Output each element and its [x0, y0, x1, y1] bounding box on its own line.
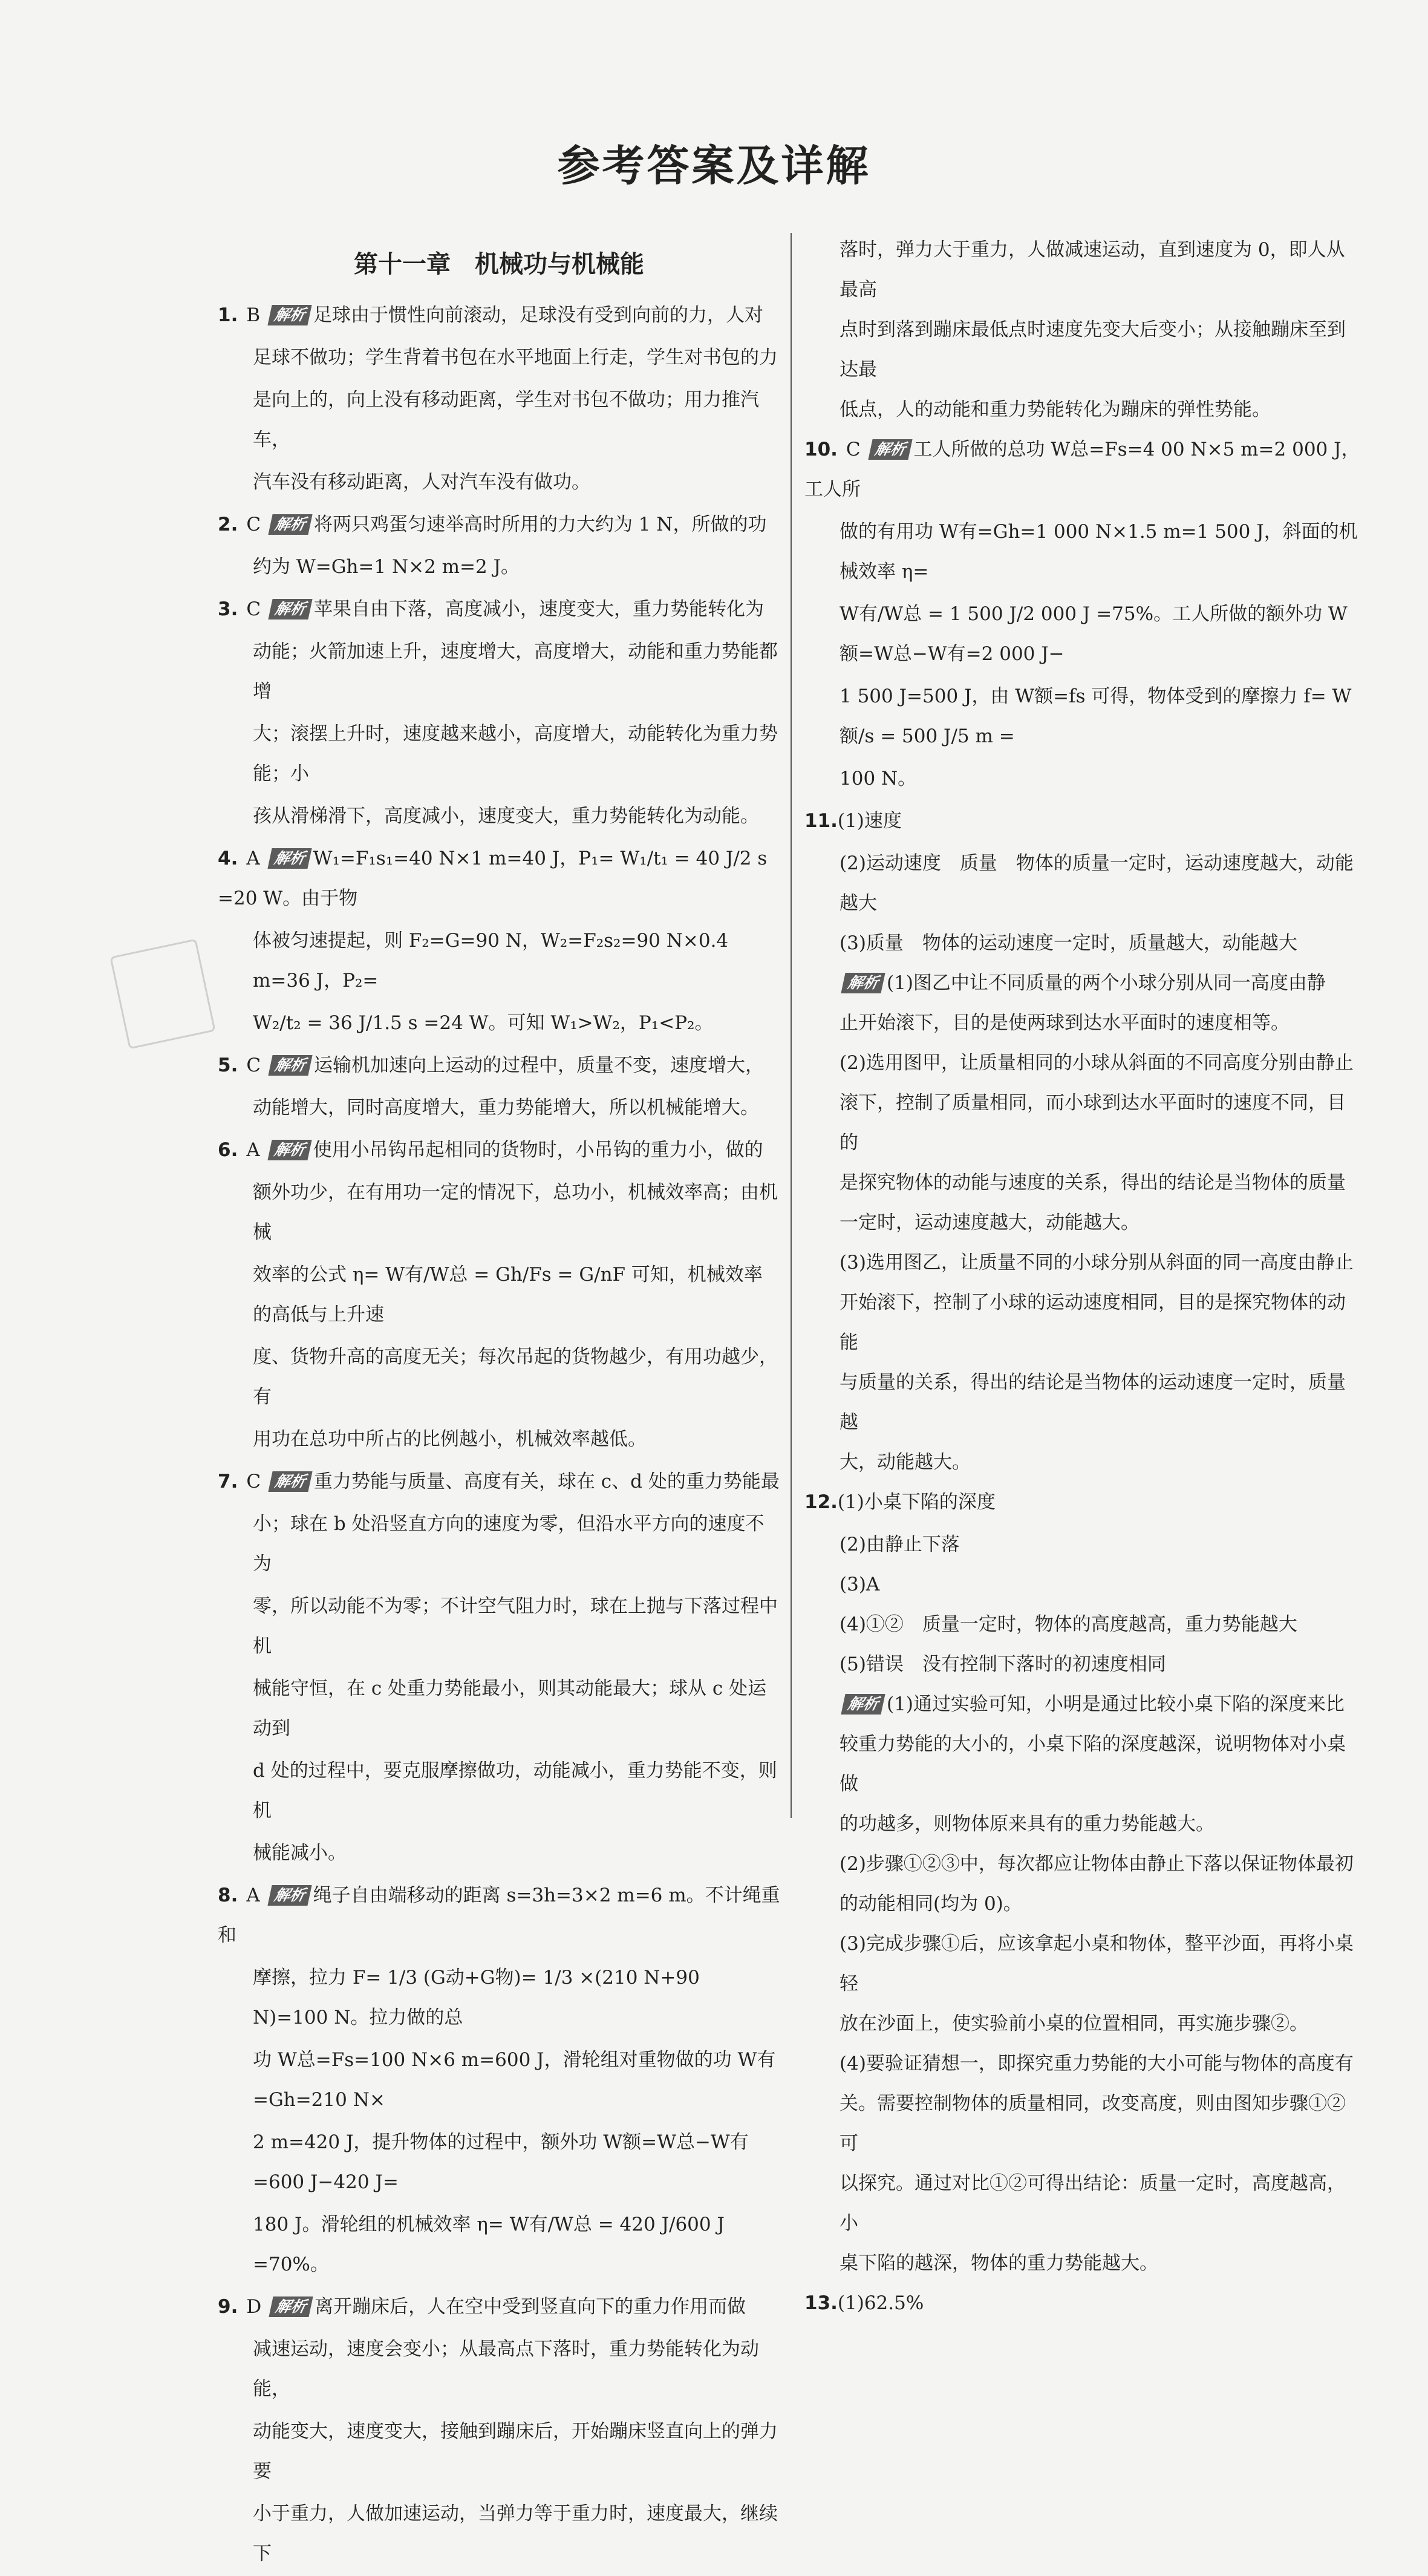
- answer-text: 2 m=420 J，提升物体的过程中，额外功 W额=W总−W有=600 J−420 J=: [253, 2131, 749, 2193]
- item-number: 4.: [218, 848, 238, 869]
- item-number: 11.: [804, 810, 838, 832]
- item-number: 3.: [218, 598, 238, 620]
- analysis-text: 是探究物体的动能与速度的关系，得出的结论是当物体的质量: [840, 1172, 1346, 1194]
- analysis-line: [804, 1362, 1361, 1442]
- answer-text: 大；滚摆上升时，速度越来越小，高度增大，动能转化为重力势能；小: [253, 723, 778, 785]
- answer-first-line: [218, 1462, 780, 1502]
- answer-choice: A: [246, 848, 266, 869]
- answer-line: [218, 2329, 780, 2409]
- answer-line: [218, 632, 780, 711]
- analysis-tag: 解析: [841, 973, 885, 993]
- answer-text: 动能变大，速度变大，接触到蹦床后，开始蹦床竖直向上的弹力要: [253, 2421, 778, 2482]
- answer-item-13: [804, 2283, 1361, 2323]
- sub-answer-line: (2)运动速度 质量 物体的质量一定时，运动速度越大，动能: [840, 852, 1354, 874]
- answer-line: [804, 512, 1361, 592]
- analysis-line: [804, 1163, 1361, 1203]
- analysis-text: 止开始滚下，目的是使两球到达水平面时的速度相等。: [840, 1012, 1289, 1034]
- item-number: 12.: [804, 1491, 838, 1513]
- answer-line: 点时到落到蹦床最低点时速度先变大后变小；从接触蹦床至到达最: [840, 319, 1346, 381]
- answer-line: [218, 1586, 780, 1666]
- item-9-continued: [804, 230, 1361, 430]
- analysis-tag: 解析: [268, 1471, 312, 1492]
- answer-text: 度、货物升高的高度无关；每次吊起的货物越少，有用功越少，有: [253, 1346, 778, 1408]
- answer-text: 动能增大，同时高度增大，重力势能增大，所以机械能增大。: [253, 1097, 759, 1119]
- analysis-text: 的动能相同(均为 0)。: [840, 1893, 1022, 1915]
- answer-text: 足球不做功；学生背着书包在水平地面上行走，学生对书包的力: [253, 347, 778, 368]
- analysis-line: [804, 1844, 1361, 1884]
- answer-line: 落时，弹力大于重力，人做减速运动，直到速度为 0，即人从最高: [840, 239, 1345, 301]
- answer-text: 用功在总功中所占的比例越小，机械效率越低。: [253, 1428, 647, 1450]
- analysis-text: 放在沙面上，使实验前小桌的位置相同，再实施步骤②。: [840, 2013, 1308, 2035]
- analysis-line: [804, 1003, 1361, 1043]
- answer-text: 械能守恒，在 c 处重力势能最小，则其动能最大；球从 c 处运动到: [253, 1678, 767, 1739]
- analysis-line: [804, 1924, 1361, 2004]
- answer-line: [218, 1669, 780, 1748]
- answer-line: 低点，人的动能和重力势能转化为蹦床的弹性势能。: [840, 399, 1271, 420]
- answer-line: [218, 1751, 780, 1831]
- analysis-line: [804, 2243, 1361, 2283]
- analysis-text: 一定时，运动速度越大，动能越大。: [840, 1212, 1139, 1234]
- answer-first-line: [804, 430, 1361, 509]
- answer-item-2: [218, 505, 780, 587]
- analysis-text: 的功越多，则物体原来具有的重力势能越大。: [840, 1813, 1214, 1835]
- item-number: 9.: [218, 2296, 238, 2318]
- answer-text: 额外功少，在有用功一定的情况下，总功小，机械效率高；由机械: [253, 1182, 778, 1243]
- analysis-line: [804, 1684, 1361, 1724]
- answer-item-5: [218, 1045, 780, 1128]
- answer-first-line: [218, 295, 780, 335]
- analysis-text: 关。需要控制物体的质量相同，改变高度，则由图知步骤①②可: [840, 2093, 1346, 2154]
- answer-item-8: [218, 1875, 780, 2284]
- sub-answer-line: (3)A: [840, 1574, 880, 1595]
- analysis-text: 与质量的关系，得出的结论是当物体的运动速度一定时，质量越: [840, 1371, 1346, 1433]
- answer-text: 做的有用功 W有=Gh=1 000 N×1.5 m=1 500 J，斜面的机械效率 η=: [840, 521, 1358, 583]
- answer-text: 180 J。滑轮组的机械效率 η= W有/W总 = 420 J/600 J =70%。: [253, 2214, 725, 2275]
- item-number: 2.: [218, 514, 238, 535]
- analysis-text: (2)步骤①②③中，每次都应让物体由静止下落以保证物体最初: [840, 1853, 1354, 1875]
- analysis-line: [804, 1243, 1361, 1283]
- answer-text: 运输机加速向上运动的过程中，质量不变，速度增大，: [313, 1054, 764, 1076]
- answer-line: [218, 2205, 780, 2284]
- analysis-text: 以探究。通过对比①②可得出结论：质量一定时，高度越高，小: [840, 2172, 1346, 2234]
- analysis-tag: 解析: [841, 1694, 885, 1715]
- answer-line: [218, 1003, 780, 1043]
- answer-text: 使用小吊钩吊起相同的货物时，小吊钩的重力小，做的: [313, 1139, 763, 1161]
- answer-line: [218, 338, 780, 378]
- right-column: [804, 230, 1361, 2326]
- answer-text: 小于重力，人做加速运动，当弹力等于重力时，速度最大，继续下: [253, 2503, 778, 2565]
- column-divider: [791, 233, 792, 1818]
- sub-answer-line: (3)质量 物体的运动速度一定时，质量越大，动能越大: [840, 932, 1297, 954]
- answer-text: 小；球在 b 处沿竖直方向的速度为零，但沿水平方向的速度不为: [253, 1513, 765, 1575]
- answer-line: [218, 2494, 780, 2574]
- answer-choice: C: [246, 514, 267, 535]
- answer-text: 绳子自由端移动的距离 s=3h=3×2 m=6 m。不计绳重和: [218, 1885, 780, 1946]
- answer-first-line: [218, 1875, 780, 1955]
- analysis-line: [804, 963, 1361, 1003]
- answer-line: [218, 1088, 780, 1128]
- answer-first-line: [218, 1130, 780, 1170]
- answer-text: (1)小桌下陷的深度: [837, 1491, 996, 1513]
- item-number: 13.: [804, 2292, 838, 2314]
- item-number: 7.: [218, 1471, 238, 1492]
- left-column: [218, 245, 780, 2576]
- answer-text: 足球由于惯性向前滚动，足球没有受到向前的力，人对: [313, 304, 764, 326]
- answer-choice: D: [246, 2296, 268, 2318]
- answer-line: [218, 380, 780, 460]
- answer-line: [218, 1337, 780, 1417]
- answer-first-line: [218, 1045, 780, 1085]
- answer-text: 苹果自由下落，高度减小，速度变大，重力势能转化为: [313, 598, 764, 620]
- answer-item-6: [218, 1130, 780, 1459]
- answer-text: 工人所做的总功 W总=Fs=4 00 N×5 m=2 000 J，工人所: [804, 439, 1360, 500]
- answer-text: d 处的过程中，要克服摩擦做功，动能减小，重力势能不变，则机: [253, 1760, 777, 1822]
- answer-item-12: [804, 1482, 1361, 2283]
- answer-choice: C: [846, 439, 867, 460]
- answer-item-9: [218, 2287, 780, 2574]
- answer-line: [218, 2122, 780, 2202]
- answer-line: [218, 1833, 780, 1873]
- answer-first-line: [218, 2287, 780, 2327]
- analysis-text: 开始滚下，控制了小球的运动速度相同，目的是探究物体的动能: [840, 1292, 1346, 1353]
- answer-choice: C: [246, 598, 267, 620]
- chapter-title: 第十一章 机械功与机械能: [354, 250, 644, 278]
- analysis-tag: 解析: [269, 2296, 313, 2317]
- answer-line: [218, 1419, 780, 1459]
- analysis-line: [804, 1442, 1361, 1482]
- analysis-line: [804, 2044, 1361, 2084]
- analysis-line: [804, 1283, 1361, 1362]
- answer-text: 将两只鸡蛋匀速举高时所用的力大约为 1 N，所做的功: [313, 514, 767, 535]
- answer-text: 减速运动，速度会变小；从最高点下落时，重力势能转化为动能，: [253, 2338, 759, 2400]
- answer-text: 约为 W=Gh=1 N×2 m=2 J。: [253, 556, 520, 578]
- answer-text: 离开蹦床后，人在空中受到竖直向下的重力作用而做: [315, 2296, 746, 2318]
- answer-text: (1)62.5%: [837, 2292, 924, 2314]
- answer-line: [218, 547, 780, 587]
- answer-text: 体被匀速提起，则 F₂=G=90 N，W₂=F₂s₂=90 N×0.4 m=36 J，P₂=: [253, 930, 729, 992]
- item-number: 8.: [218, 1885, 238, 1906]
- analysis-text: (4)要验证猜想一，即探究重力势能的大小可能与物体的高度有: [840, 2053, 1354, 2074]
- item-number: 1.: [218, 304, 238, 326]
- analysis-text: (1)图乙中让不同质量的两个小球分别从同一高度由静: [887, 972, 1326, 994]
- answer-line: [218, 714, 780, 794]
- answer-first-line: [218, 839, 780, 918]
- answer-line: [804, 759, 1361, 799]
- analysis-line: [804, 2163, 1361, 2243]
- analysis-line: [804, 2004, 1361, 2044]
- answer-text: 孩从滑梯滑下，高度减小，速度变大，重力势能转化为动能。: [253, 805, 759, 827]
- analysis-line: [804, 2084, 1361, 2163]
- answer-text: (1)速度: [837, 810, 902, 832]
- analysis-tag: 解析: [267, 1885, 311, 1906]
- sub-answer-line: (2)由静止下落: [840, 1534, 960, 1555]
- analysis-text: 较重力势能的大小的，小桌下陷的深度越深，说明物体对小桌做: [840, 1733, 1346, 1795]
- answer-choice: C: [246, 1471, 267, 1492]
- answer-line: [218, 2040, 780, 2120]
- answer-choice: A: [246, 1885, 266, 1906]
- answer-line: [218, 921, 780, 1001]
- answer-text: W₁=F₁s₁=40 N×1 m=40 J，P₁= W₁/t₁ = 40 J/2 s =20 W。由于物: [218, 848, 768, 909]
- sub-answer-line: (5)错误 没有控制下落时的初速度相同: [840, 1653, 1166, 1675]
- answer-text: W₂/t₂ = 36 J/1.5 s =24 W。可知 W₁>W₂，P₁<P₂。: [253, 1012, 714, 1034]
- analysis-tag: 解析: [268, 514, 312, 535]
- answer-line: [218, 796, 780, 836]
- analysis-text: 大，动能越大。: [840, 1451, 971, 1473]
- answer-text: 100 N。: [840, 768, 917, 789]
- answer-item-3: [218, 589, 780, 836]
- answer-text: 重力势能与质量、高度有关，球在 c、d 处的重力势能最: [313, 1471, 780, 1492]
- analysis-tag: 解析: [267, 848, 311, 869]
- sub-answer-line: (4)①② 质量一定时，物体的高度越高，重力势能越大: [840, 1613, 1297, 1635]
- analysis-tag: 解析: [267, 305, 311, 325]
- analysis-line: [804, 1804, 1361, 1844]
- answer-item-4: [218, 839, 780, 1043]
- answer-choice: B: [246, 304, 266, 326]
- analysis-line: [804, 1724, 1361, 1804]
- analysis-line: [804, 1083, 1361, 1163]
- answer-choice: A: [246, 1139, 266, 1161]
- answer-text: W有/W总 = 1 500 J/2 000 J =75%。工人所做的额外功 W额=W总−W有=2 000 J−: [840, 603, 1348, 665]
- analysis-tag: 解析: [268, 599, 312, 619]
- analysis-text: 桌下陷的越深，物体的重力势能越大。: [840, 2252, 1158, 2274]
- answer-line: [804, 676, 1361, 756]
- answer-text: 效率的公式 η= W有/W总 = Gh/Fs = G/nF 可知，机械效率的高低与上升速: [253, 1264, 763, 1326]
- answer-item-7: [218, 1462, 780, 1873]
- answer-first-line: [804, 801, 1361, 841]
- answer-line: [804, 594, 1361, 674]
- answer-line: [218, 1958, 780, 2038]
- answer-item-1: [218, 295, 780, 502]
- answer-choice: C: [246, 1054, 267, 1076]
- answer-line: [218, 1255, 780, 1335]
- answer-text: 1 500 J=500 J，由 W额=fs 可得，物体受到的摩擦力 f= W额/s = 500 J/5 m =: [840, 685, 1352, 747]
- answer-text: 是向上的，向上没有移动距离，学生对书包不做功；用力推汽车，: [253, 389, 759, 451]
- answer-text: 零，所以动能不为零；不计空气阻力时，球在上抛与下落过程中机: [253, 1595, 778, 1657]
- answer-line: [218, 1172, 780, 1252]
- answer-item-10: [804, 430, 1361, 799]
- sub-answer-line: 越大: [840, 892, 877, 914]
- answer-first-line: [218, 589, 780, 629]
- analysis-tag: 解析: [868, 439, 912, 460]
- analysis-tag: 解析: [267, 1140, 311, 1160]
- analysis-text: (2)选用图甲，让质量相同的小球从斜面的不同高度分别由静止: [840, 1052, 1354, 1074]
- analysis-line: [804, 1043, 1361, 1083]
- left-answer-list: [218, 295, 780, 2574]
- item-number: 5.: [218, 1054, 238, 1076]
- answer-text: 摩擦，拉力 F= 1/3 (G动+G物)= 1/3 ×(210 N+90 N)=100 N。拉力做的总: [253, 1967, 700, 2028]
- answer-text: 汽车没有移动距离，人对汽车没有做功。: [253, 471, 590, 493]
- item-number: 10.: [804, 439, 838, 460]
- analysis-text: (1)通过实验可知，小明是通过比较小桌下陷的深度来比: [887, 1693, 1345, 1715]
- answer-first-line: [218, 505, 780, 544]
- answer-text: 动能；火箭加速上升，速度增大，高度增大，动能和重力势能都增: [253, 641, 778, 702]
- answer-line: [218, 2411, 780, 2491]
- answer-first-line: [804, 1482, 1361, 1522]
- answer-line: [218, 462, 780, 502]
- answer-text: 械能减小。: [253, 1842, 347, 1864]
- answer-line: [218, 1504, 780, 1584]
- answer-first-line: [804, 2283, 1361, 2323]
- answer-text: 功 W总=Fs=100 N×6 m=600 J，滑轮组对重物做的功 W有=Gh=210 N×: [253, 2049, 776, 2111]
- analysis-line: [804, 1203, 1361, 1243]
- analysis-text: (3)选用图乙，让质量不同的小球分别从斜面的同一高度由静止: [840, 1252, 1354, 1273]
- stamp-logo: [109, 939, 215, 1050]
- analysis-text: (3)完成步骤①后，应该拿起小桌和物体，整平沙面，再将小桌轻: [840, 1933, 1354, 1995]
- item-number: 6.: [218, 1139, 238, 1161]
- analysis-line: [804, 1884, 1361, 1924]
- analysis-tag: 解析: [268, 1055, 312, 1076]
- analysis-text: 滚下，控制了质量相同，而小球到达水平面时的速度不同，目的: [840, 1092, 1346, 1154]
- answer-item-11: [804, 801, 1361, 1482]
- page-title: 参考答案及详解: [557, 141, 871, 191]
